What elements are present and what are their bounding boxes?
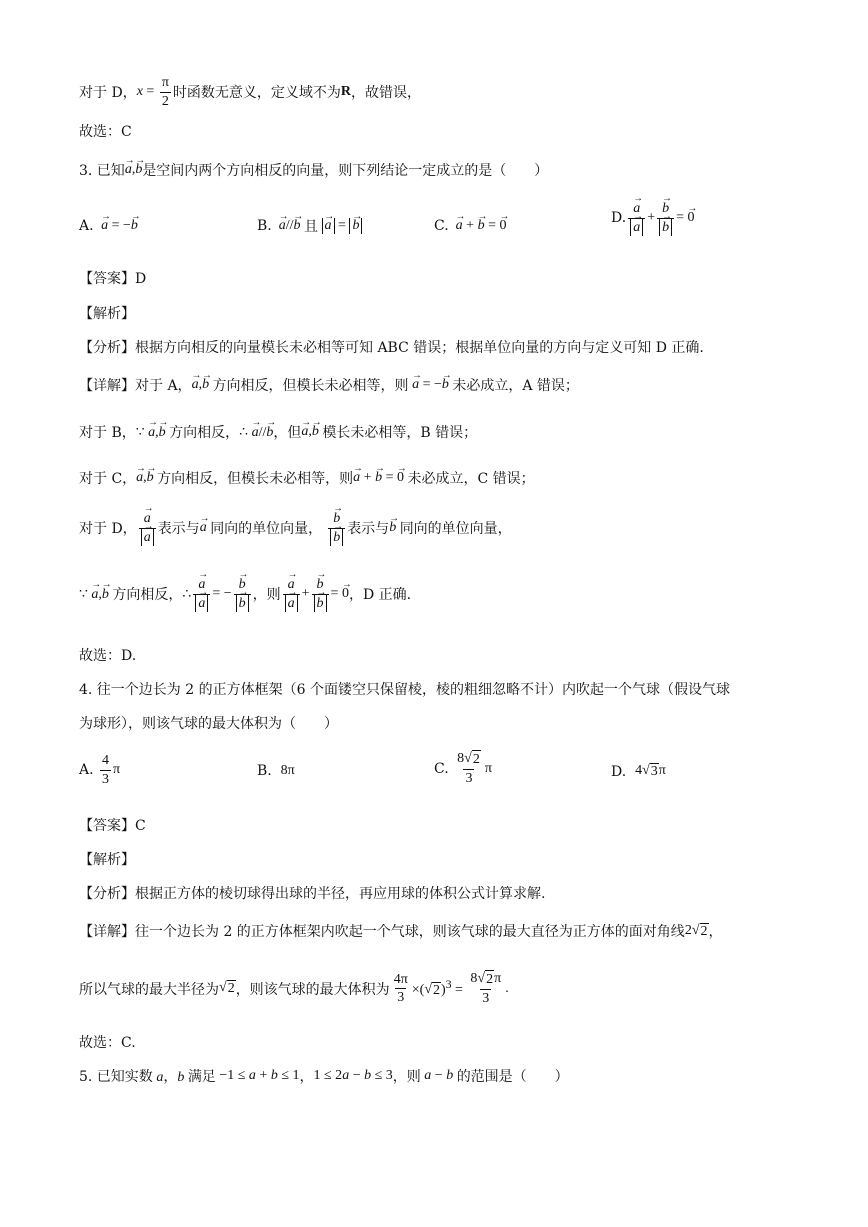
text: 时函数无意义，定义域不为	[172, 85, 341, 101]
text: 同向的单位向量，	[210, 521, 323, 537]
analysis-heading-3: 【解析】	[79, 306, 135, 322]
text: ，故错误，	[351, 85, 422, 101]
q4-option-a: A. $\frac{4}{3}$ π	[79, 753, 121, 787]
text: 模长未必相等，B 错误；	[322, 425, 478, 441]
text: ，则	[392, 1069, 421, 1085]
text: 的范围是（ ）	[456, 1069, 569, 1085]
text: ，则	[252, 587, 281, 603]
q3-option-a: A. → a = −→ b	[79, 218, 138, 234]
pi-over-2: $\frac{\pi}{2}$	[161, 75, 169, 109]
detail-4: 【详解】往一个边长为 2 的正方体框架内吹起一个气球，则该气球的最大直径为正方体的面对角线 2 √ 2 ，	[79, 922, 723, 940]
text: 表示与	[347, 521, 390, 537]
text: ，则该气球的最大体积为	[235, 981, 390, 998]
detail-a: 【详解】对于 A， → a,→ b 方向相反，但模长未必相等，则 → a = −→ b 未必成立，A 错误；	[79, 375, 579, 395]
analysis-3: 【分析】根据方向相反的向量模长未必相等可知 ABC 错误；根据单位向量的方向与定义可知 D 正确.	[79, 340, 704, 356]
answer-3: 【答案】D	[79, 271, 147, 287]
solution-line-d-prev: 对于 D， x = $\frac{\pi}{2}$ 时函数无意义，定义域不为 R ，故错误，	[79, 75, 422, 109]
text: ，但	[273, 425, 302, 441]
text: 方向相反，但模长未必相等，则	[212, 378, 409, 394]
option-label: D.	[611, 763, 627, 780]
q3-option-d: D. → a → a + → b → b = → 0	[611, 200, 695, 236]
real-set-symbol: R	[340, 84, 352, 99]
detail-c: 对于 C， → a,→ b 方向相反，但模长未必相等，则 → a + → b = → 0 未必成立，C 错误；	[79, 468, 535, 488]
text: 满足	[187, 1069, 216, 1085]
option-label: D.	[611, 210, 627, 226]
text: 方向相反，	[112, 587, 183, 603]
choice-line-4: 故选：C.	[79, 1035, 136, 1051]
text: 5. 已知实数	[79, 1069, 153, 1085]
q4-option-c: C. 8 √ 2 3 π	[434, 751, 492, 786]
choice-line: 故选：C	[79, 124, 132, 140]
text: 且	[304, 219, 319, 235]
analysis-4: 【分析】根据正方体的棱切球得出球的半径，再应用球的体积公式计算求解.	[79, 886, 546, 902]
option-label: C.	[434, 218, 449, 234]
option-label: C.	[434, 760, 449, 777]
text: 对于 D，	[79, 85, 137, 101]
text: 同向的单位向量，	[399, 521, 512, 537]
text: 是空间内两个方向相反的向量，则下列结论一定成立的是（ ）	[142, 163, 549, 179]
option-label: B.	[257, 218, 272, 234]
option-value: 8π	[280, 763, 295, 778]
text: 【详解】往一个边长为 2 的正方体框架内吹起一个气球，则该气球的最大直径为正方体的面对角线	[79, 924, 685, 940]
question-4-line-2: 为球形），则该气球的最大体积为（ ）	[79, 716, 338, 732]
question-4-line-1: 4. 往一个边长为 2 的正方体框架（6 个面镂空只保留棱，棱的粗细忽略不计）内吹起一个气球（假设气球	[79, 682, 730, 698]
q3-option-c: C. → a + → b = → 0	[434, 218, 506, 234]
question-5: 5. 已知实数 a，b 满足 −1 ≤ a + b ≤ 1 ， 1 ≤ 2a − b ≤ 3 ，则 a − b 的范围是（ ）	[79, 1068, 569, 1085]
q4-option-b	[257, 763, 295, 779]
option-label: A.	[79, 762, 94, 778]
text: ，	[299, 1069, 314, 1085]
text: 方向相反，但模长未必相等，则	[157, 471, 354, 487]
text: ，	[708, 924, 723, 940]
text: 所以气球的最大半径为	[79, 981, 219, 998]
answer-4: 【答案】C	[79, 818, 146, 834]
text: 对于 D，	[79, 521, 137, 537]
question-3: 3. 已知 → a , → b 是空间内两个方向相反的向量，则下列结论一定成立的是（ ）	[79, 160, 548, 180]
option-label: A.	[79, 218, 94, 234]
q3-option-b: B. → a//→ b 且 → a = → b	[257, 216, 362, 236]
text: 方向相反，	[169, 425, 240, 441]
detail-b: 对于 B， ∵ → a,→ b 方向相反， ∴ → a//→ b ，但 → a,→ b 模长未必相等，B 错误；	[79, 422, 477, 442]
choice-line-3: 故选：D.	[79, 648, 137, 664]
text: 对于 B，	[79, 425, 136, 441]
text: 表示与	[157, 521, 200, 537]
option-label: B.	[257, 763, 272, 779]
text: 3. 已知	[79, 163, 125, 179]
detail-d: 对于 D， → a → a 表示与 → a 同向的单位向量， → b → b 表示与 → b 同向的单位向量，	[79, 510, 512, 546]
q4-option-d: D. 4 √ 3 π	[611, 763, 666, 780]
text: 对于 C，	[79, 471, 137, 487]
text: ，D 正确.	[348, 587, 412, 603]
detail-d-conclusion: ∵ → a,→ b 方向相反， ∴ → a → a = − → b → b ，则 → a → a + → b → b = → 0 ，D 正确.	[79, 576, 411, 612]
text: 【详解】对于 A，	[79, 378, 192, 394]
analysis-heading-4: 【解析】	[79, 852, 135, 868]
detail-4-volume: 所以气球的最大半径为 √ 2 ，则该气球的最大体积为 $\frac{4\pi}{3}$ ×( √ 2 )$^3$ = 8 √ 2 π 3 .	[79, 971, 509, 1006]
text: 未必成立，A 错误；	[452, 378, 579, 394]
text: 未必成立，C 错误；	[407, 471, 535, 487]
